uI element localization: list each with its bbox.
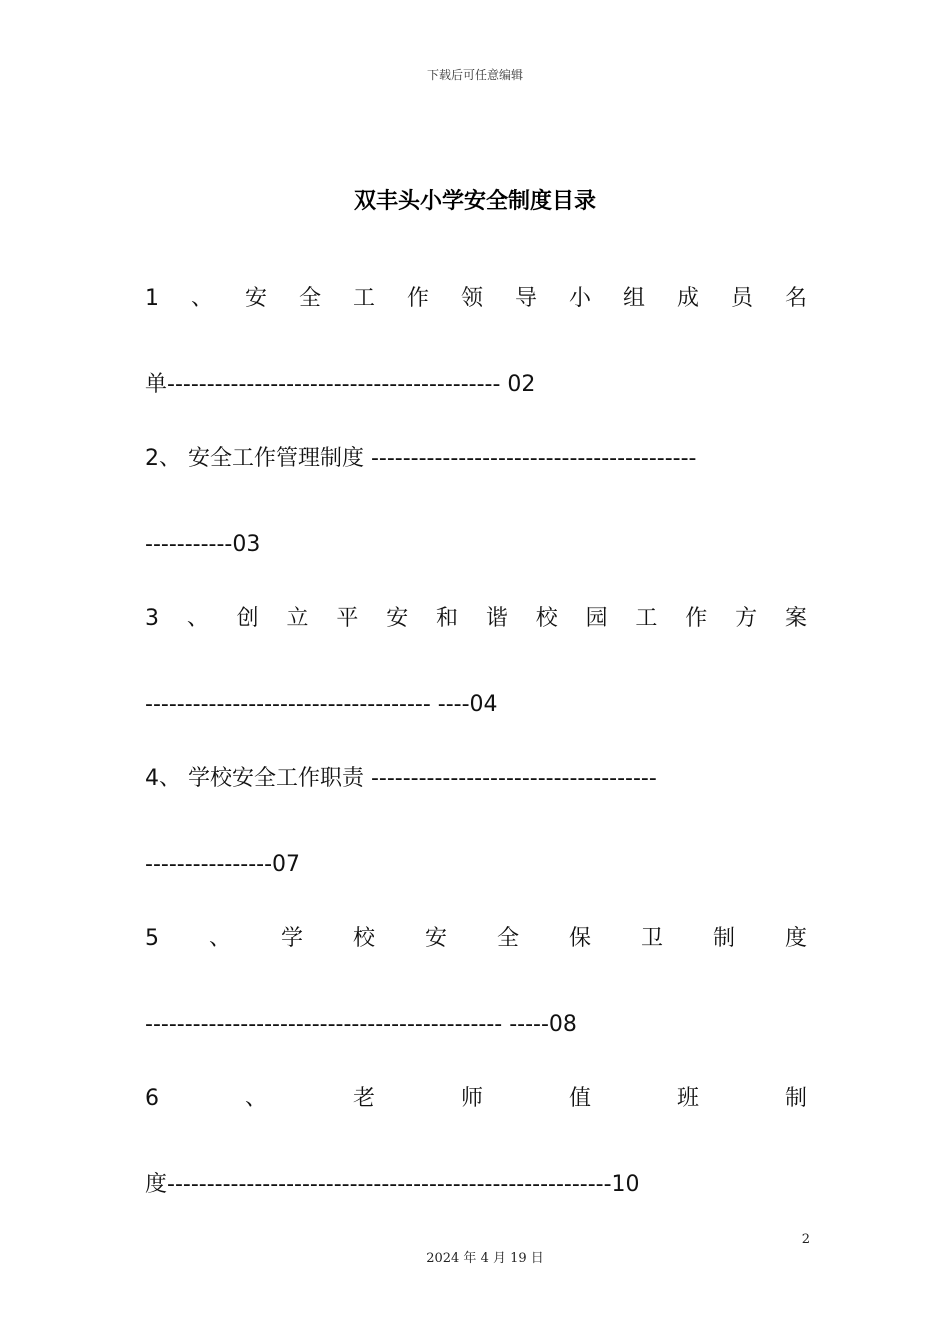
toc-entry-5-line-1 — [145, 924, 807, 954]
toc-char: 安 — [244, 286, 267, 311]
toc-char: 和 — [436, 606, 459, 631]
toc-char: 谐 — [485, 606, 508, 631]
toc-char: 、 — [244, 1086, 267, 1111]
document-title: 双丰头小学安全制度目录 — [353, 189, 596, 214]
toc-char: 学 — [280, 926, 303, 951]
toc-entry-3-line-2: ------------------------------------ ----04 — [145, 692, 498, 717]
toc-char: 安 — [424, 926, 447, 951]
toc-char: 6 — [145, 1086, 159, 1111]
header-note: 下载后可任意编辑 — [426, 68, 523, 82]
page-number: 2 — [801, 1232, 810, 1247]
toc-char: 校 — [535, 606, 558, 631]
toc-char: 平 — [336, 606, 359, 631]
toc-char: 保 — [568, 926, 591, 951]
toc-char: 老 — [352, 1086, 375, 1111]
toc-char: 方 — [735, 606, 758, 631]
toc-char: 值 — [568, 1086, 591, 1111]
toc-char: 成 — [676, 286, 699, 311]
toc-char: 员 — [730, 286, 753, 311]
toc-char: 卫 — [640, 926, 663, 951]
toc-entry-6-line-1 — [145, 1084, 807, 1114]
toc-char: 安 — [386, 606, 409, 631]
toc-char: 作 — [685, 606, 708, 631]
toc-char: 1 — [145, 286, 159, 311]
toc-char: 、 — [186, 606, 209, 631]
toc-char: 案 — [784, 606, 807, 631]
toc-char: 3 — [145, 606, 159, 631]
toc-entry-1-line-1 — [145, 284, 807, 314]
toc-char: 工 — [635, 606, 658, 631]
toc-char: 名 — [784, 286, 807, 311]
toc-char: 创 — [236, 606, 259, 631]
toc-char: 立 — [286, 606, 309, 631]
toc-char: 全 — [298, 286, 321, 311]
toc-entry-5-line-2: --------------------------------------------- -----08 — [145, 1012, 577, 1037]
toc-char: 园 — [585, 606, 608, 631]
toc-char: 5 — [145, 926, 159, 951]
toc-char: 师 — [460, 1086, 483, 1111]
toc-char: 组 — [622, 286, 645, 311]
toc-char: 、 — [190, 286, 213, 311]
toc-char: 、 — [208, 926, 231, 951]
toc-char: 制 — [712, 926, 735, 951]
toc-entry-2-line-2: -----------03 — [145, 532, 261, 557]
toc-char: 导 — [514, 286, 537, 311]
toc-entry-4-line-2: ----------------07 — [145, 852, 301, 877]
toc-char: 度 — [784, 926, 807, 951]
toc-entry-3-line-1 — [145, 604, 807, 634]
toc-char: 小 — [568, 286, 591, 311]
toc-char: 班 — [676, 1086, 699, 1111]
toc-char: 工 — [352, 286, 375, 311]
toc-char: 作 — [406, 286, 429, 311]
toc-char: 领 — [460, 286, 483, 311]
toc-char: 全 — [496, 926, 519, 951]
toc-entry-4-line-1: 4、 学校安全工作职责 ------------------------------------ — [145, 766, 657, 791]
toc-entry-1-line-2: 单------------------------------------------ 02 — [145, 372, 536, 397]
toc-entry-6-line-2: 度--------------------------------------------------------10 — [145, 1172, 640, 1197]
toc-char: 校 — [352, 926, 375, 951]
toc-entry-2-line-1: 2、 安全工作管理制度 ----------------------------------------- — [145, 446, 697, 471]
toc-char: 制 — [784, 1086, 807, 1111]
footer-date: 2024 年 4 月 19 日 — [426, 1251, 544, 1266]
